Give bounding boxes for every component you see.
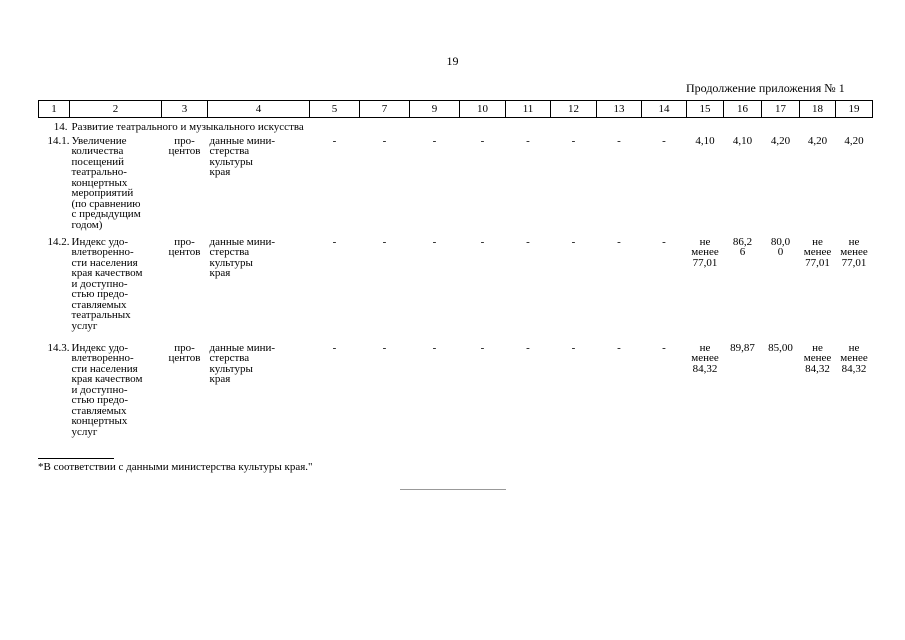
value-19-line: не <box>848 341 860 354</box>
value-19-line: 84,32 <box>841 362 867 375</box>
value-16 <box>724 343 762 449</box>
empty-value-dash: - <box>526 134 530 147</box>
value-18 <box>800 136 836 237</box>
indicator-name-line: концертных <box>71 415 128 427</box>
value-19-line: 77,01 <box>841 256 867 269</box>
value-17 <box>762 237 800 343</box>
empty-value-dash: - <box>526 235 530 248</box>
indicator-name-line: годом) <box>71 218 103 231</box>
data-source-line: данные мини- <box>209 134 276 147</box>
indicator-name-line: услуг <box>71 425 98 438</box>
value-17-line: 4,20 <box>770 134 791 147</box>
data-source-line: культуры <box>209 256 253 269</box>
value-19 <box>836 343 873 449</box>
unit-of-measure <box>162 136 208 237</box>
empty-value-dash: - <box>382 341 387 354</box>
unit-of-measure <box>162 343 208 449</box>
value-15 <box>687 136 724 237</box>
section-row <box>39 118 873 136</box>
value-15-line: не <box>699 235 711 248</box>
column-number-cell: 16 <box>724 101 762 118</box>
indicator-name-line: Индекс удо- <box>71 235 129 248</box>
indicator-name-line: края качеством <box>71 373 143 385</box>
data-source-line: края <box>209 267 231 279</box>
data-source-line: данные мини- <box>209 235 276 248</box>
empty-value-dash: - <box>662 235 666 248</box>
indicator-name-line: сти населения <box>71 362 138 375</box>
indicator-name-line: с предыдущим <box>71 208 141 220</box>
column-number-cell: 12 <box>551 101 597 118</box>
indicator-name-line: услуг <box>71 319 98 332</box>
indicator-name-line: влетворенно- <box>71 352 134 364</box>
footnote-separator <box>38 458 114 459</box>
empty-value-dash: - <box>332 235 337 248</box>
empty-value-dash: - <box>432 134 437 147</box>
row-number: 14.1. <box>47 134 70 147</box>
indicator-name-line: театрально- <box>71 166 127 178</box>
indicator-name-line: концертных <box>71 176 128 189</box>
indicator-name-line: Увеличение <box>71 134 127 147</box>
indicator-name-line: и доступно- <box>71 277 128 290</box>
indicator-name-line: количества <box>71 145 124 157</box>
indicator-name <box>70 136 162 237</box>
empty-value-dash: - <box>480 235 485 248</box>
page-number: 19 <box>446 54 459 68</box>
indicator-name <box>70 237 162 343</box>
unit-of-measure-line: про- <box>174 134 195 147</box>
indicator-name-line: посещений <box>71 155 125 168</box>
column-number-header-row <box>39 101 873 118</box>
value-19-line: менее <box>840 246 868 258</box>
value-18-line: 4,20 <box>807 134 828 147</box>
data-source-line: данные мини- <box>209 341 276 354</box>
indicator-name-line: (по сравнению <box>71 197 141 210</box>
section-number: 14. <box>53 121 68 133</box>
empty-value-dash: - <box>571 134 576 147</box>
value-16-line: 89,87 <box>730 341 755 354</box>
value-16 <box>724 237 762 343</box>
column-number-cell: 1 <box>39 101 70 118</box>
footnote: *В соответствии с данными министерства культуры края." <box>38 461 313 473</box>
value-18-line: 84,32 <box>805 362 830 375</box>
empty-value-dash: - <box>480 341 485 354</box>
indicator-name-line: стью предо- <box>71 288 129 300</box>
row-number: 14.2. <box>47 235 70 248</box>
value-17-line: 85,00 <box>768 341 793 354</box>
value-15 <box>687 237 724 343</box>
indicator-name-line: и доступно- <box>71 383 128 396</box>
empty-value-dash: - <box>432 235 437 248</box>
column-number-cell: 15 <box>687 101 724 118</box>
value-15-line: 77,01 <box>692 256 718 269</box>
column-number-cell: 14 <box>642 101 687 118</box>
value-19-line: менее <box>840 352 868 364</box>
empty-value-dash: - <box>571 235 576 248</box>
value-16-line: 6 <box>739 246 746 258</box>
row-number: 14.3. <box>47 341 70 354</box>
data-source-line: стерства <box>209 145 250 157</box>
value-17-line: 80,0 <box>770 235 791 248</box>
value-18 <box>800 343 836 449</box>
column-number-cell: 19 <box>836 101 873 118</box>
indicator-row <box>39 237 873 343</box>
value-18-line: менее <box>803 352 832 364</box>
unit-of-measure-line: центов <box>168 145 201 157</box>
value-18-line: 77,01 <box>805 256 830 269</box>
value-16 <box>724 136 762 237</box>
unit-of-measure <box>162 237 208 343</box>
data-source <box>208 136 310 237</box>
column-number-cell: 7 <box>360 101 410 118</box>
empty-value-dash: - <box>662 134 666 147</box>
indicator-name-line: ставляемых <box>71 404 127 417</box>
indicator-name-line: театральных <box>71 309 131 321</box>
value-19 <box>836 237 873 343</box>
empty-value-dash: - <box>382 235 387 248</box>
empty-value-dash: - <box>571 341 576 354</box>
indicator-name-line: ставляемых <box>71 298 127 311</box>
indicator-name-line: влетворенно- <box>71 246 134 258</box>
column-number-cell: 4 <box>208 101 310 118</box>
column-number-cell: 17 <box>762 101 800 118</box>
empty-value-dash: - <box>480 134 485 147</box>
column-number-cell: 18 <box>800 101 836 118</box>
empty-value-dash: - <box>662 341 666 354</box>
value-19-line: не <box>848 235 860 248</box>
column-number-cell: 13 <box>597 101 642 118</box>
indicator-name-line: мероприятий <box>71 187 134 199</box>
indicator-row <box>39 343 873 449</box>
value-16-line: 4,10 <box>732 134 753 147</box>
value-17 <box>762 343 800 449</box>
data-source-line: культуры <box>209 362 253 375</box>
unit-of-measure-line: про- <box>174 235 195 248</box>
column-number-cell: 2 <box>70 101 162 118</box>
value-17 <box>762 136 800 237</box>
section-title: Развитие театрального и музыкального искусства <box>71 121 304 133</box>
value-18-line: не <box>812 341 823 354</box>
data-source-line: стерства <box>209 246 250 258</box>
value-15-line: не <box>699 341 711 354</box>
indicator-name-line: Индекс удо- <box>71 341 129 354</box>
column-number-cell: 3 <box>162 101 208 118</box>
value-15-line: менее <box>691 246 719 258</box>
end-of-document-line <box>400 489 506 490</box>
empty-value-dash: - <box>382 134 387 147</box>
column-number-cell: 11 <box>506 101 551 118</box>
column-number-cell: 5 <box>310 101 360 118</box>
value-15-line: менее <box>691 352 719 364</box>
value-19 <box>836 136 873 237</box>
empty-value-dash: - <box>332 341 337 354</box>
empty-value-dash: - <box>332 134 337 147</box>
data-source-line: края <box>209 166 231 178</box>
empty-value-dash: - <box>432 341 437 354</box>
data-source-line: края <box>209 373 231 385</box>
value-18 <box>800 237 836 343</box>
indicator-row <box>39 136 873 237</box>
unit-of-measure-line: центов <box>168 352 201 364</box>
empty-value-dash: - <box>617 134 621 147</box>
value-17-line: 0 <box>777 246 784 258</box>
unit-of-measure-line: про- <box>174 341 195 354</box>
column-number-cell: 9 <box>410 101 460 118</box>
data-source <box>208 343 310 449</box>
value-18-line: менее <box>803 246 832 258</box>
value-15 <box>687 343 724 449</box>
data-source <box>208 237 310 343</box>
column-number-cell: 10 <box>460 101 506 118</box>
indicator-name-line: стью предо- <box>71 394 129 406</box>
indicator-name-line: края качеством <box>71 267 143 279</box>
unit-of-measure-line: центов <box>168 246 201 258</box>
value-15-line: 84,32 <box>692 362 718 375</box>
value-16-line: 86,2 <box>732 235 753 248</box>
data-source-line: культуры <box>209 155 253 168</box>
empty-value-dash: - <box>617 341 621 354</box>
indicator-table <box>38 100 873 449</box>
data-source-line: стерства <box>209 352 250 364</box>
value-19-line: 4,20 <box>844 134 864 147</box>
value-18-line: не <box>812 235 823 248</box>
empty-value-dash: - <box>617 235 621 248</box>
indicator-name-line: сти населения <box>71 256 138 269</box>
appendix-caption: Продолжение приложения № 1 <box>686 81 845 95</box>
indicator-name <box>70 343 162 449</box>
value-15-line: 4,10 <box>695 134 715 147</box>
empty-value-dash: - <box>526 341 530 354</box>
